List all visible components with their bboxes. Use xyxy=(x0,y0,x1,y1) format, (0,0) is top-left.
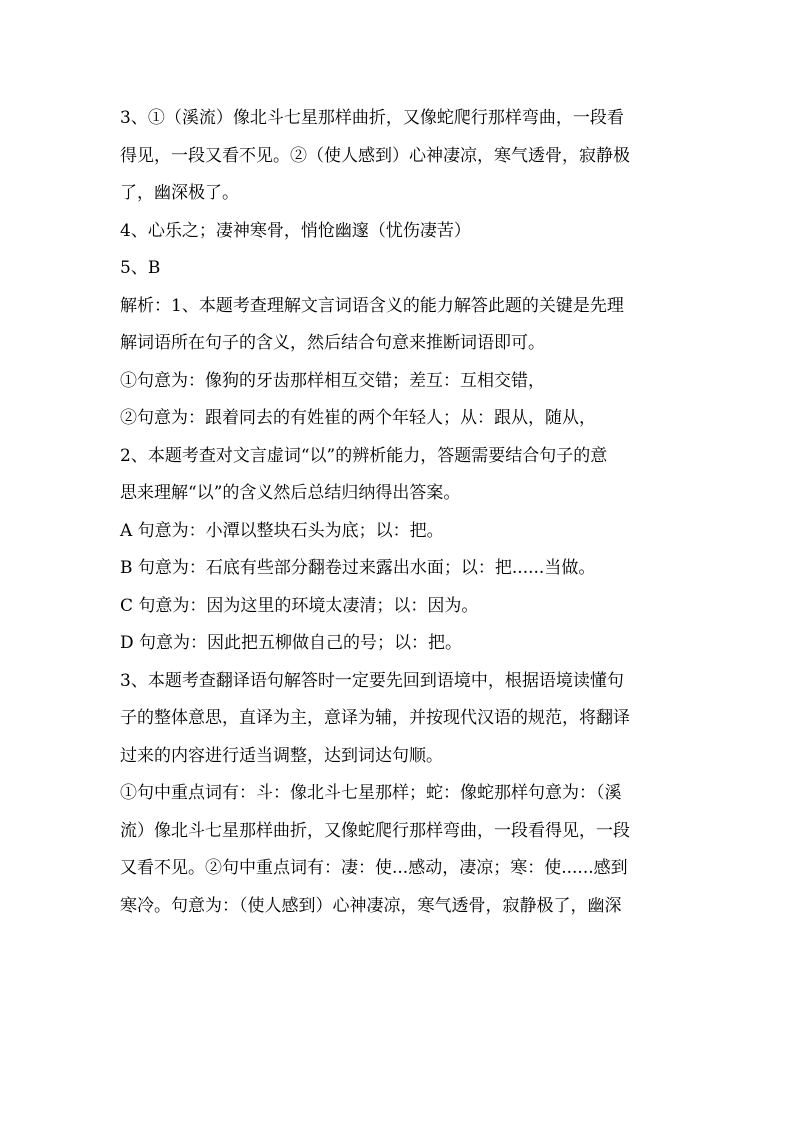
text-line-answer-4: 4、心乐之；凄神寒骨，悄怆幽邃（忧伤凄苦） xyxy=(120,220,471,241)
text-line-option-b: B 句意为：石底有些部分翻卷过来露出水面；以：把......当做。 xyxy=(120,558,596,578)
document-body xyxy=(120,100,680,925)
text-line-option-d: D 句意为：因此把五柳做自己的号；以：把。 xyxy=(120,633,463,653)
text-line-analysis-1a: 解析：1、本题考查理解文言词语含义的能力解答此题的关键是先理 xyxy=(120,295,624,316)
text-line-answer-3a: 3、①（溪流）像北斗七星那样曲折，又像蛇爬行那样弯曲，一段看 xyxy=(120,108,624,128)
text-line-analysis-3d: ①句中重点词有：斗：像北斗七星那样；蛇：像蛇那样句意为：（溪 xyxy=(120,783,622,803)
text-line-analysis-3a: 3、本题考查翻译语句解答时一定要先回到语境中，根据语境读懂句 xyxy=(120,670,624,691)
text-line-analysis-2a: 2、本题考查对文言虚词“以”的辨析能力，答题需要结合句子的意 xyxy=(120,445,608,466)
text-line-analysis-2b: 思来理解“以”的含义然后总结归纳得出答案。 xyxy=(120,483,461,503)
text-line-answer-3b: 得见，一段又看不见。②（使人感到）心神凄凉，寒气透骨，寂静极 xyxy=(120,145,630,166)
text-line-analysis-3g: 寒冷。句意为：（使人感到）心神凄凉，寒气透骨，寂静极了，幽深 xyxy=(120,895,622,916)
text-line-analysis-3b: 子的整体意思，直译为主，意译为辅，并按现代汉语的规范，将翻译 xyxy=(120,708,630,728)
text-line-option-c: C 句意为：因为这里的环境太凄清；以：因为。 xyxy=(120,595,479,616)
text-line-analysis-3e: 流）像北斗七星那样曲折，又像蛇爬行那样弯曲，一段看得见，一段 xyxy=(120,820,630,841)
text-line-analysis-3c: 过来的内容进行适当调整，达到词达句顺。 xyxy=(120,745,443,766)
text-line-analysis-1d: ②句意为：跟着同去的有姓崔的两个年轻人；从：跟从，随从， xyxy=(120,408,596,428)
text-line-analysis-3f: 又看不见。②句中重点词有：凄：使...感动，凄凉；寒：使......感到 xyxy=(120,858,628,878)
text-line-option-a: A 句意为：小潭以整块石头为底；以：把。 xyxy=(120,520,444,541)
text-line-answer-3c: 了，幽深极了。 xyxy=(120,183,239,203)
text-line-analysis-1b: 解词语所在句子的含义，然后结合句意来推断词语即可。 xyxy=(120,333,545,353)
text-line-analysis-1c: ①句意为：像狗的牙齿那样相互交错；差互：互相交错， xyxy=(120,370,545,391)
text-line-answer-5: 5、B xyxy=(120,258,161,278)
